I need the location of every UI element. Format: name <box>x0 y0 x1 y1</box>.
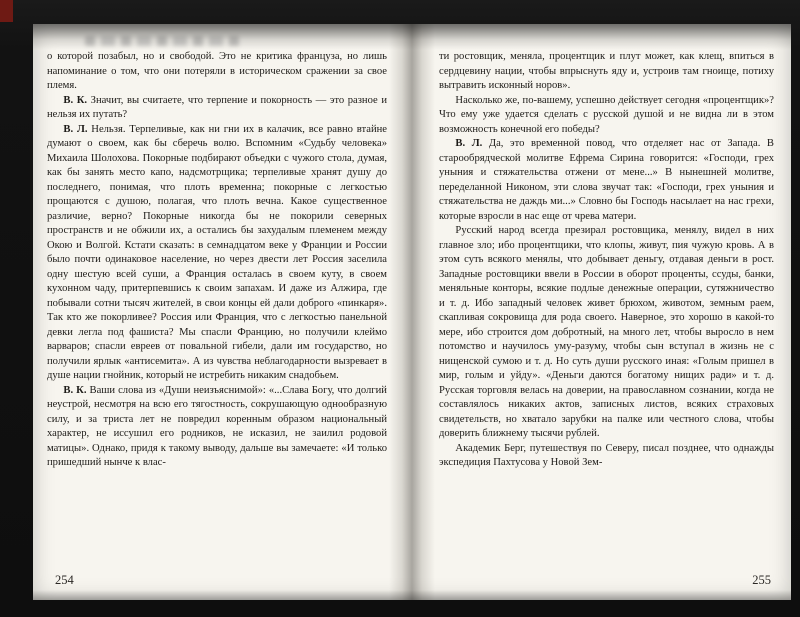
speaker-label: В. К. <box>63 384 87 396</box>
page-number-right: 255 <box>752 573 771 587</box>
page-left <box>33 24 412 600</box>
faded-running-header <box>85 36 243 46</box>
speaker-label: В. К. <box>63 94 88 106</box>
page-right-text <box>439 50 774 471</box>
paragraph <box>439 50 774 94</box>
paragraph-text: Да, это временной повод, что отделяет нас от Запада. В старообрядческой молитве Ефрема Сирина говорится: «Господи, грех уныния и стяжательства отжени от мене...» В нынешней молитве, переделанной Никоном, эти слова звучат так: «Господи, грех уныния и стяжательства не даждь ми...» Словно бы Господь насылает на нас грехи, которые взросли в нас еще от чрева матери. <box>439 138 774 222</box>
paragraph-text: Академик Берг, путешествуя по Северу, писал позднее, что однажды экспедиция Пахтусова у Новой Зем- <box>439 442 774 468</box>
speaker-label: В. Л. <box>455 138 483 149</box>
paragraph-text: Значит, вы считаете, что терпение и покорность — это разное и нельзя их путать? <box>47 94 387 120</box>
paragraph-text: Русский народ всегда презирал ростовщика, менялу, видел в них главное зло; ибо процентщики, что клопы, живут, пия чужую кровь. А в этом суть всякого менялы, что добывает деньгу, отдавая деньги в рост. Западные ростовщики ввели в России в оборот проценты, ссуды, банки, меняльные конторы, всякие подлые денежные операции, сутяжничество и т. д. Ибо западный человек живет брюхом, животом, земным раем, скапливая сокровища для рода своего. Наверное, это хорошо в какой-то мере, ибо строится дом добротный, на много лет, чтобы выросло в нем потомство и научилось уму-разуму, чтобы сын вступал в жизнь не с нищенской сумою и т. д. Но суть души русского иная: «Голым пришел в мир, голым и уйду». «Деньги даются богатому нищих ради» и т. д. Русская торговля велась на доверии, на православном сознании, когда не составлялось никаких актов, записных листов, всяких страховых свидетельств, но хватало зарубки на палке или честного слова, чтобы доверить ближнему тысячи рублей. <box>439 225 774 439</box>
paragraph-text: о которой позабыл, но и свободой. Это не критика француза, но лишь напоминание о том, что они потеряли в историческом сражении за свое племя. <box>47 51 387 91</box>
book-spread <box>33 24 791 600</box>
photo-corner-mark <box>0 0 13 22</box>
paragraph <box>439 442 774 471</box>
paragraph-text: Насколько же, по-вашему, успешно действует сегодня «процентщик»? Что ему уже удается сделать с русской душой и не видна ли в этом возможность конечной его победы? <box>439 94 774 135</box>
paragraph <box>47 384 387 471</box>
page-number-left: 254 <box>55 573 74 587</box>
paragraph <box>439 94 774 138</box>
speaker-label: В. Л. <box>63 123 88 135</box>
paragraph <box>47 50 387 94</box>
paragraph-text: Ваши слова из «Души неизъяснимой»: «...Слава Богу, что долгий неустрой, несмотря на всю его тягостность, сокрушающую однообразную силу, и за триста лет не повредил коренным образом национальный характер, не иссушил его родников, не исказил, не заилил родовой матицы». Однако, придя к такому выводу, дальше вы замечаете: «И только пришедший нынче к влас- <box>47 384 387 468</box>
page-right <box>412 24 791 600</box>
paragraph-text: ти ростовщик, меняла, процентщик и плут может, как клещ, впиться в сердцевину нации, чтобы впрыснуть яду и, устроив там гноище, потиху вытравить исконный норов». <box>439 51 774 91</box>
paragraph <box>47 123 387 384</box>
paragraph <box>47 94 387 123</box>
paragraph-text: Нельзя. Терпеливые, как ни гни их в калачик, все равно втайне думают о своем, как бы сберечь волю. Вспомним «Судьбу человека» Михаила Шолохова. Покорные подбирают объедки с чужого стола, думая, как бы занять место капо, надсмотрщика; терпеливые хранят душу до последнего, понимая, что плоть временна; покорные с легкостью прощаются с душою, полагая, что плоть вечна. Какое существенное различие, верно? Покорные никогда бы не покорили северных пространств и не обжили их, а остались бы захудалым племенем между Окою и Волгой. Кстати сказать: в семнадцатом веке у Франции и России было почти одинаковое население, но через двести лет Россия заселила одну шестую всей суши, а Франция осталась в своем куту, в своем кухонном чаду, притерпевшись к своим запахам. И даже из Алжира, где побывали сотни тысяч жителей, в свои концы ей дали доброго «пинкаря». Так кто же покорливее? Россия или Франция, что с легкостью панельной девки легла под фашиста? Мы спасли Францию, но получили клеймо варваров; спасли евреев от повальной гибели, дали им государство, но получили ярлык «антисемита». А из чувства неблагодарности вызревает в душе нации гнойник, который не истребить никаким снадобьем. <box>47 123 387 381</box>
paragraph <box>439 137 774 224</box>
page-left-text <box>47 50 387 471</box>
paragraph <box>439 224 774 442</box>
